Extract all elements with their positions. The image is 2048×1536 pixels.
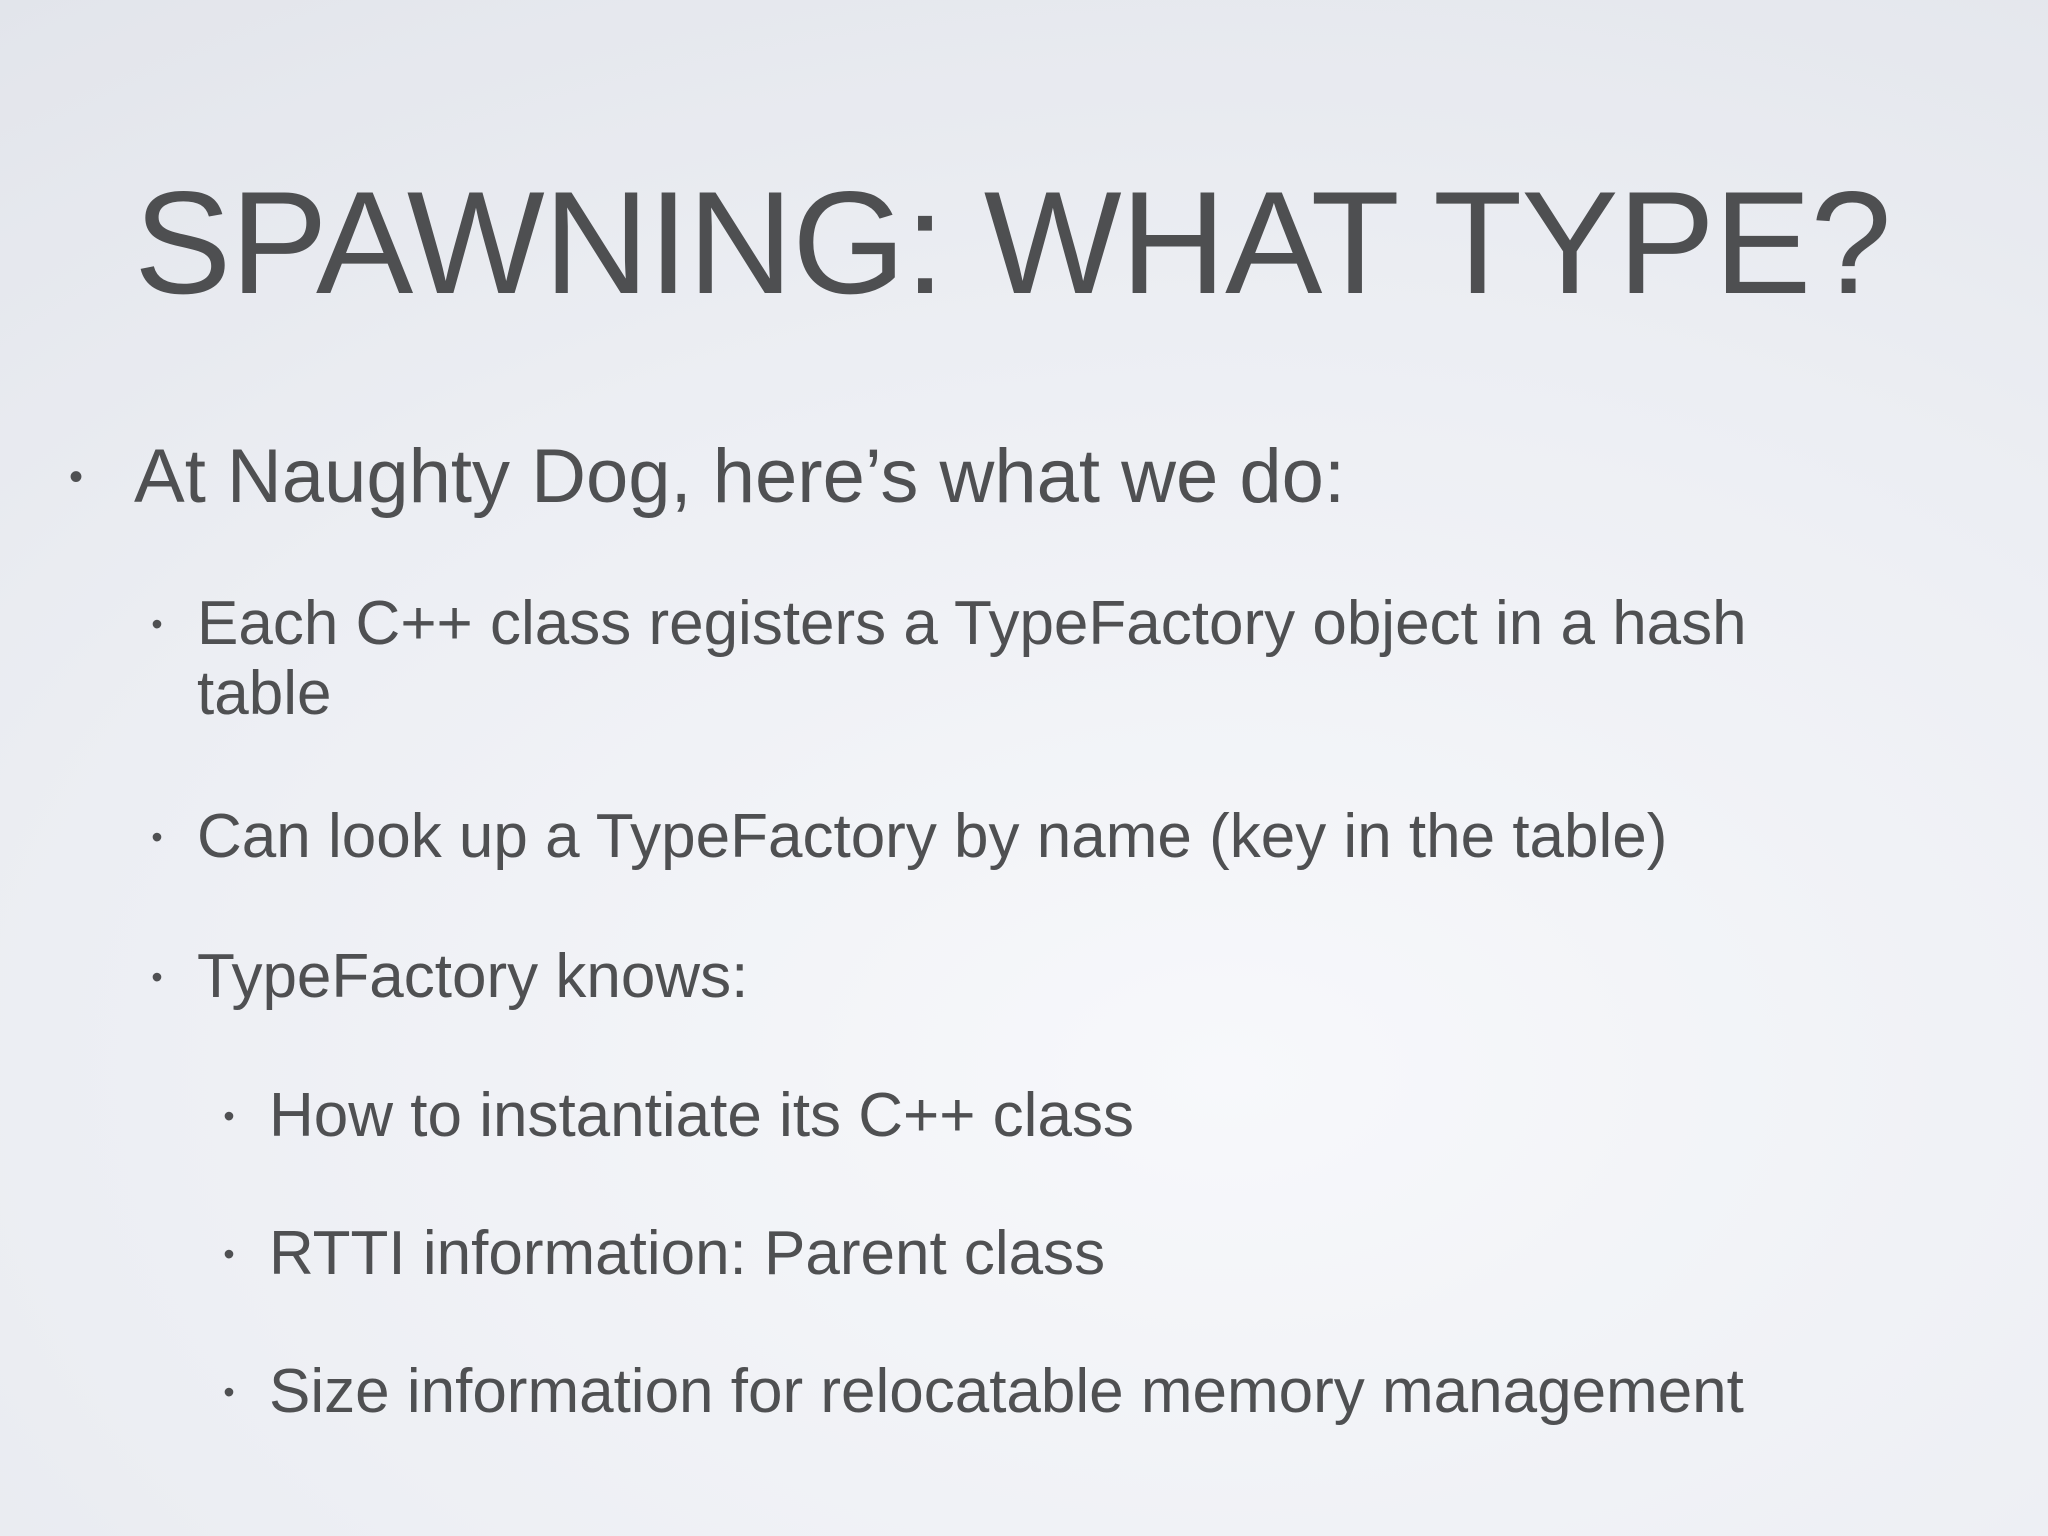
bullet-icon: • [223,1098,235,1134]
bullet-icon: • [68,455,83,499]
bullet-text: How to instantiate its C++ class [269,1081,1134,1150]
bullet-item-instantiate [223,1081,1134,1151]
bullet-icon: • [151,959,163,995]
bullet-text-continuation: table [197,659,332,728]
bullet-item-registers-typefactory [151,589,1897,729]
bullet-text: Size information for relocatable memory management [269,1357,1744,1426]
slide-title: SPAWNING: WHAT TYPE? [134,161,1891,324]
bullet-item-size-info [223,1357,1744,1427]
bullet-item-lookup-by-name [151,802,1668,872]
bullet-text: Each C++ class registers a TypeFactory object in a hash [197,589,1747,658]
bullet-item-typefactory-knows [151,942,749,1012]
bullet-text: RTTI information: Parent class [269,1219,1106,1288]
bullet-icon: • [223,1374,235,1410]
bullet-icon: • [151,606,163,642]
bullet-text: At Naughty Dog, here’s what we do: [134,434,1346,519]
bullet-text: Can look up a TypeFactory by name (key in the table) [197,802,1668,871]
bullet-icon: • [223,1236,235,1272]
bullet-item-naughty-dog [68,432,1346,522]
bullet-item-rtti [223,1219,1106,1289]
bullet-text: TypeFactory knows: [197,942,749,1011]
bullet-icon: • [151,819,163,855]
